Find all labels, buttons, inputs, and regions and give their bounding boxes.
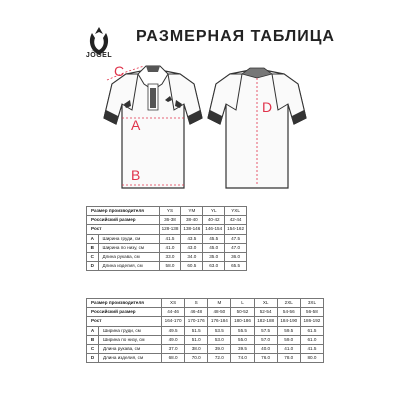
table-cell: 47.0 [225, 243, 247, 252]
table-cell: 58.0 [159, 262, 181, 271]
row-label: Ширина по низу, см [98, 243, 159, 252]
table-cell: 39.0 [208, 345, 231, 354]
table-cell: 51.0 [185, 335, 208, 344]
table-cell: 138-146 [181, 225, 203, 234]
table-cell: 51.5 [185, 326, 208, 335]
measure-letter-d: D [262, 99, 273, 115]
table-cell: 170-176 [185, 317, 208, 326]
header-label: Размер производителя [87, 299, 162, 308]
row-label: Длина изделия, см [99, 354, 162, 363]
measure-letter-a: A [131, 117, 141, 133]
table-cell: 154-162 [225, 225, 247, 234]
size-header-cell: L [231, 299, 254, 308]
table-cell: 49.0 [162, 335, 185, 344]
table-row [87, 308, 324, 317]
table-cell: 61.0 [300, 335, 323, 344]
size-header-cell: XL [254, 299, 277, 308]
table-row [87, 243, 247, 252]
row-label: Ширина груди, см [98, 234, 159, 243]
size-header-cell: YXL [225, 207, 247, 216]
table-cell: 42-44 [225, 216, 247, 225]
table-cell: 60.5 [181, 262, 203, 271]
table-cell: 76.0 [254, 354, 277, 363]
table-cell: 41.0 [159, 243, 181, 252]
table-cell: 36-38 [159, 216, 181, 225]
table-row [87, 253, 247, 262]
table-cell: 57.0 [254, 335, 277, 344]
table-cell: 56-58 [300, 308, 323, 317]
table-row [87, 335, 324, 344]
row-code: D [87, 354, 99, 363]
size-table-youth [86, 206, 247, 271]
row-label: Рост [87, 225, 160, 234]
table-cell: 55.0 [231, 335, 254, 344]
table-cell: 40.0 [254, 345, 277, 354]
table-cell: 184-190 [277, 317, 300, 326]
table-cell: 43.5 [181, 234, 203, 243]
table-header-row [87, 207, 247, 216]
page-title: РАЗМЕРНАЯ ТАБЛИЦА [136, 28, 335, 45]
size-header-cell: YS [159, 207, 181, 216]
header-label: Размер производителя [87, 207, 160, 216]
table-cell: 44-46 [162, 308, 185, 317]
table-cell: 59.0 [277, 335, 300, 344]
row-label: Российский размер [87, 308, 162, 317]
table-row [87, 317, 324, 326]
row-label: Длина рукава, см [98, 253, 159, 262]
row-label: Длина изделия, см [98, 262, 159, 271]
table-cell: 180-186 [231, 317, 254, 326]
table-row [87, 216, 247, 225]
row-label: Рост [87, 317, 162, 326]
table-cell: 46-48 [185, 308, 208, 317]
table-cell: 45.0 [203, 243, 225, 252]
table-cell: 128-138 [159, 225, 181, 234]
size-header-cell: XS [162, 299, 185, 308]
table-row [87, 262, 247, 271]
table-cell: 55.5 [231, 326, 254, 335]
row-code: C [87, 345, 99, 354]
table-cell: 34.0 [181, 253, 203, 262]
table-cell: 78.0 [277, 354, 300, 363]
size-header-cell: YM [181, 207, 203, 216]
table-cell: 54-56 [277, 308, 300, 317]
table-cell: 70.0 [185, 354, 208, 363]
size-header-cell: 2XL [277, 299, 300, 308]
row-label: Российский размер [87, 216, 160, 225]
row-label: Ширина по низу, см [99, 335, 162, 344]
table-cell: 37.0 [162, 345, 185, 354]
table-cell: 41.5 [159, 234, 181, 243]
table-row [87, 326, 324, 335]
table-cell: 35.0 [203, 253, 225, 262]
measure-letter-b: B [131, 167, 141, 183]
size-header-cell: M [208, 299, 231, 308]
table-cell: 164-170 [162, 317, 185, 326]
table-cell: 176-184 [208, 317, 231, 326]
table-header-row [87, 299, 324, 308]
row-code: B [87, 335, 99, 344]
table-cell: 49.5 [162, 326, 185, 335]
table-cell: 50-52 [231, 308, 254, 317]
row-label: Длина рукава, см [99, 345, 162, 354]
table-cell: 63.0 [203, 262, 225, 271]
size-header-cell: YL [203, 207, 225, 216]
table-cell: 68.0 [162, 354, 185, 363]
table-cell: 65.5 [225, 262, 247, 271]
table-cell: 40-42 [203, 216, 225, 225]
table-cell: 38.0 [185, 345, 208, 354]
table-cell: 48-50 [208, 308, 231, 317]
table-cell: 36.0 [225, 253, 247, 262]
row-code: D [87, 262, 99, 271]
table-row [87, 234, 247, 243]
row-code: A [87, 234, 99, 243]
table-cell: 33.0 [159, 253, 181, 262]
table-cell: 186-192 [300, 317, 323, 326]
table-cell: 57.5 [254, 326, 277, 335]
size-header-cell: S [185, 299, 208, 308]
row-code: A [87, 326, 99, 335]
table-cell: 38-40 [181, 216, 203, 225]
table-cell: 41.0 [277, 345, 300, 354]
size-table-adult [86, 298, 324, 363]
table-cell: 74.0 [231, 354, 254, 363]
row-code: B [87, 243, 99, 252]
table-cell: 43.0 [181, 243, 203, 252]
table-row [87, 354, 324, 363]
table-cell: 39.5 [231, 345, 254, 354]
table-cell: 52-54 [254, 308, 277, 317]
row-label: Ширина груди, см [99, 326, 162, 335]
table-cell: 53.5 [208, 326, 231, 335]
table-cell: 45.5 [203, 234, 225, 243]
table-cell: 61.5 [300, 326, 323, 335]
table-cell: 80.0 [300, 354, 323, 363]
table-cell: 47.5 [225, 234, 247, 243]
size-header-cell: 3XL [300, 299, 323, 308]
table-cell: 53.0 [208, 335, 231, 344]
table-cell: 72.0 [208, 354, 231, 363]
row-code: C [87, 253, 99, 262]
table-cell: 146-154 [203, 225, 225, 234]
measure-letter-c: C [114, 63, 125, 79]
table-row [87, 225, 247, 234]
table-cell: 182-188 [254, 317, 277, 326]
table-cell: 59.5 [277, 326, 300, 335]
brand-name: JÖGEL [85, 52, 113, 59]
table-cell: 41.5 [300, 345, 323, 354]
front-polo-shirt [104, 66, 202, 188]
table-row [87, 345, 324, 354]
